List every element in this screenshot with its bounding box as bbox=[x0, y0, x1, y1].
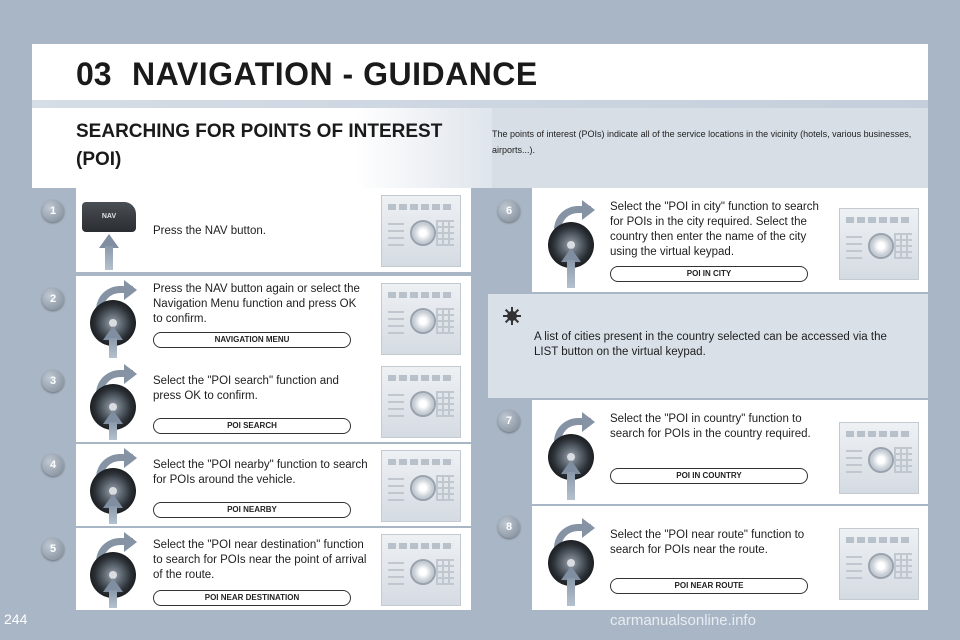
menu-label-pill: POI IN COUNTRY bbox=[610, 468, 808, 484]
control-panel-image bbox=[381, 366, 461, 438]
press-arrow-shaft bbox=[109, 422, 117, 440]
step-number-6: 6 bbox=[498, 200, 520, 222]
tip-box bbox=[488, 294, 928, 398]
press-arrow-shaft bbox=[105, 246, 113, 270]
press-arrow-shaft bbox=[109, 590, 117, 608]
rotate-arrow-head bbox=[582, 412, 595, 432]
rotate-arrow-head bbox=[124, 364, 137, 384]
control-panel-image bbox=[381, 450, 461, 522]
control-panel-image bbox=[839, 208, 919, 280]
press-arrow-shaft bbox=[109, 506, 117, 524]
section-title-line2: (POI) bbox=[76, 149, 122, 170]
menu-label-pill: POI NEAR ROUTE bbox=[610, 578, 808, 594]
rotate-arrow-head bbox=[124, 532, 137, 552]
control-panel-image bbox=[381, 534, 461, 606]
menu-label-pill: POI NEAR DESTINATION bbox=[153, 590, 351, 606]
step-text-3: Select the "POI search" function and press OK to confirm. bbox=[153, 375, 339, 402]
section-title-line1: SEARCHING FOR POINTS OF INTEREST bbox=[76, 121, 443, 142]
press-arrow-shaft bbox=[109, 338, 117, 358]
step-text-7: Select the "POI in country" function to search for POIs in the country required. bbox=[610, 413, 811, 440]
control-panel-image bbox=[839, 422, 919, 494]
step-text-6: Select the "POI in city" function to search for POIs in the city required. Select the country then enter the name of the city using the virtual keypad. bbox=[610, 201, 819, 258]
step-number-5: 5 bbox=[42, 538, 64, 560]
step-card-5 bbox=[49, 528, 471, 610]
page-number: 244 bbox=[4, 611, 28, 627]
step-card-6 bbox=[505, 188, 928, 292]
menu-label-pill: POI IN CITY bbox=[610, 266, 808, 282]
press-arrow-shaft bbox=[567, 578, 575, 606]
rotate-arrow-head bbox=[582, 518, 595, 538]
step-card-8 bbox=[505, 506, 928, 610]
step-text-1: Press the NAV button. bbox=[153, 225, 266, 237]
page-title: NAVIGATION - GUIDANCE bbox=[132, 56, 538, 92]
control-panel-image bbox=[839, 528, 919, 600]
section-header bbox=[32, 108, 492, 188]
menu-label-pill: NAVIGATION MENU bbox=[153, 332, 351, 348]
section-title bbox=[76, 118, 456, 174]
sun-icon bbox=[500, 304, 524, 328]
step-number-1: 1 bbox=[42, 200, 64, 222]
intro-text: The points of interest (POIs) indicate all of the service locations in the vicinity (hotels, various businesses, airports...). bbox=[492, 129, 912, 155]
step-number-4: 4 bbox=[42, 454, 64, 476]
step-card-7 bbox=[505, 400, 928, 504]
watermark: carmanualsonline.info bbox=[610, 612, 756, 629]
step-text-2: Press the NAV button again or select the Navigation Menu function and press OK to confirm. bbox=[153, 283, 360, 325]
chapter-number: 03 bbox=[76, 56, 112, 92]
press-arrow-shaft bbox=[567, 260, 575, 288]
step-number-2: 2 bbox=[42, 288, 64, 310]
control-panel-image bbox=[381, 195, 461, 267]
menu-label-pill: POI SEARCH bbox=[153, 418, 351, 434]
step-number-8: 8 bbox=[498, 516, 520, 538]
press-arrow-shaft bbox=[567, 472, 575, 500]
page-header bbox=[32, 44, 928, 100]
step-text-5: Select the "POI near destination" function to search for POIs near the point of arrival of the route. bbox=[153, 539, 367, 581]
step-card-2 bbox=[49, 276, 471, 360]
step-text-8: Select the "POI near route" function to search for POIs near the route. bbox=[610, 529, 805, 556]
step-text-4: Select the "POI nearby" function to search for POIs around the vehicle. bbox=[153, 459, 368, 486]
rotate-arrow-head bbox=[582, 200, 595, 220]
step-card-4 bbox=[49, 444, 471, 526]
step-card-3 bbox=[49, 360, 471, 442]
rotate-arrow-head bbox=[124, 448, 137, 468]
intro-box bbox=[492, 108, 928, 188]
step-number-7: 7 bbox=[498, 410, 520, 432]
menu-label-pill: POI NEARBY bbox=[153, 502, 351, 518]
control-panel-image bbox=[381, 283, 461, 355]
rotate-arrow-head bbox=[124, 280, 137, 300]
step-card-1 bbox=[49, 188, 471, 272]
tip-text: A list of cities present in the country selected can be accessed via the LIST button on the virtual keypad. bbox=[534, 331, 887, 358]
manual-page bbox=[32, 44, 928, 610]
step-number-3: 3 bbox=[42, 370, 64, 392]
nav-button-image: NAV bbox=[82, 202, 136, 232]
